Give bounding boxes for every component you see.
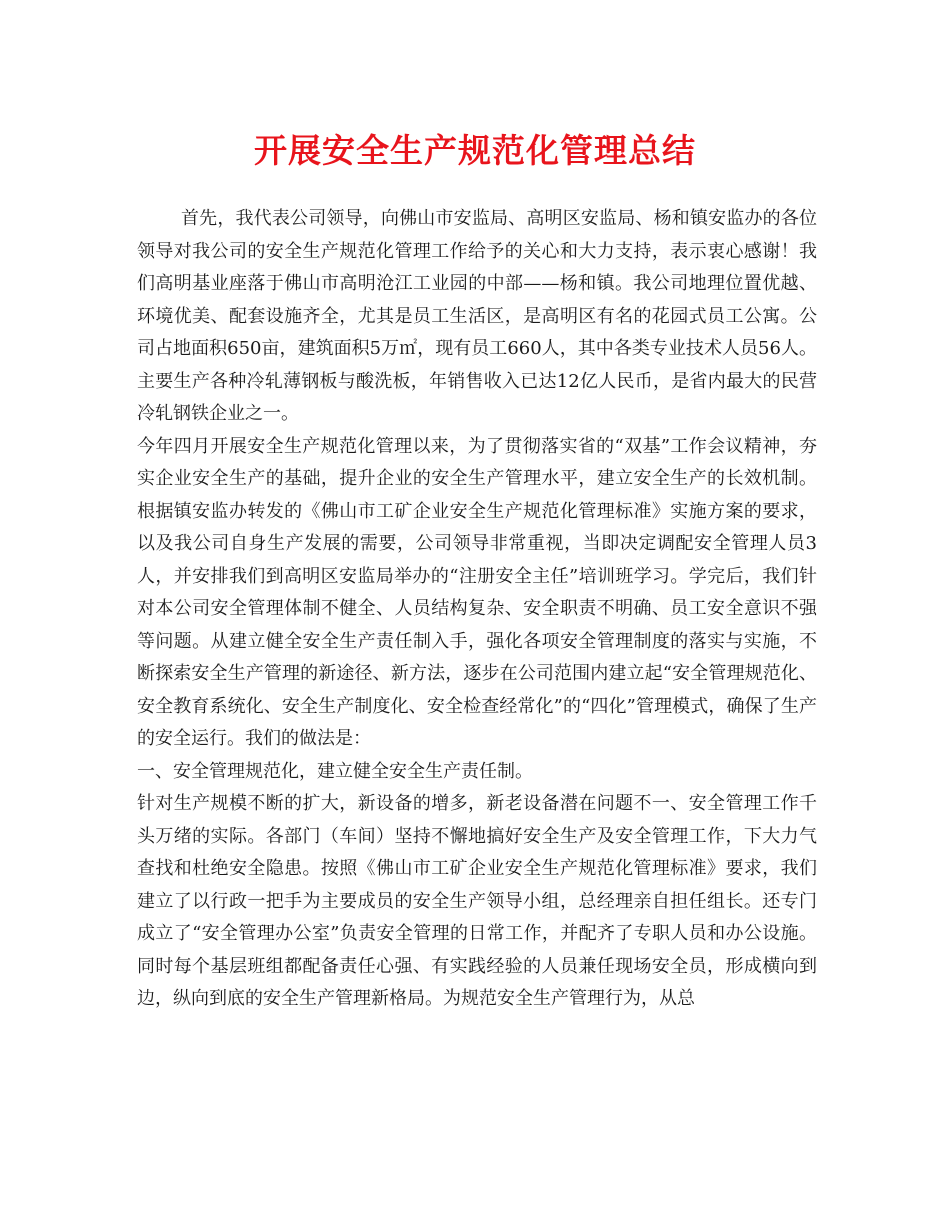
document-title: 开展安全生产规范化管理总结 [254, 131, 696, 170]
section-heading-1: 一、安全管理规范化，建立健全安全生产责任制。 [137, 760, 533, 782]
paragraph-section-1: 针对生产规模不断的扩大，新设备的增多，新老设备潜在问题不一、安全管理工作千头万绪的实际。各部门（车间）坚持不懈地搞好安全生产及安全管理工作，下大力气查找和杜绝安全隐患。按照《佛山市工矿企业安全生产规范化管理标准》要求，我们建立了以行政一把手为主要成员的安全生产领导小组，总经理亲自担任组长。还专门成立了“安全管理办公室”负责安全管理的日常工作，并配齐了专职人员和办公设施。同时每个基层班组都配备责任心强、有实践经验的人员兼任现场安全员，形成横向到边，纵向到底的安全生产管理新格局。为规范安全生产管理行为，从总 [137, 793, 817, 1009]
paragraph-background: 今年四月开展安全生产规范化管理以来，为了贯彻落实省的“双基”工作会议精神，夯实企业安全生产的基础，提升企业的安全生产管理水平，建立安全生产的长效机制。根据镇安监办转发的《佛山市工矿企业安全生产规范化管理标准》实施方案的要求，以及我公司自身生产发展的需要，公司领导非常重视，当即决定调配安全管理人员3人，并安排我们到高明区安监局举办的“注册安全主任”培训班学习。学完后，我们针对本公司安全管理体制不健全、人员结构复杂、安全职责不明确、员工安全意识不强等问题。从建立健全安全生产责任制入手，强化各项安全管理制度的落实与实施，不断探索安全生产管理的新途径、新方法，逐步在公司范围内建立起“安全管理规范化、安全教育系统化、安全生产制度化、安全检查经常化”的“四化”管理模式，确保了生产的安全运行。我们的做法是： [137, 435, 817, 749]
document-body [137, 203, 817, 1016]
paragraph-intro: 首先，我代表公司领导，向佛山市安监局、高明区安监局、杨和镇安监办的各位领导对我公司的安全生产规范化管理工作给予的关心和大力支持，表示衷心感谢！我们高明基业座落于佛山市高明沧江工业园的中部——杨和镇。我公司地理位置优越、环境优美、配套设施齐全，尤其是员工生活区，是高明区有名的花园式员工公寓。公司占地面积650亩，建筑面积5万㎡，现有员工660人，其中各类专业技术人员56人。主要生产各种冷轧薄钢板与酸洗板，年销售收入已达12亿人民币，是省内最大的民营冷轧钢铁企业之一。 [137, 208, 817, 424]
